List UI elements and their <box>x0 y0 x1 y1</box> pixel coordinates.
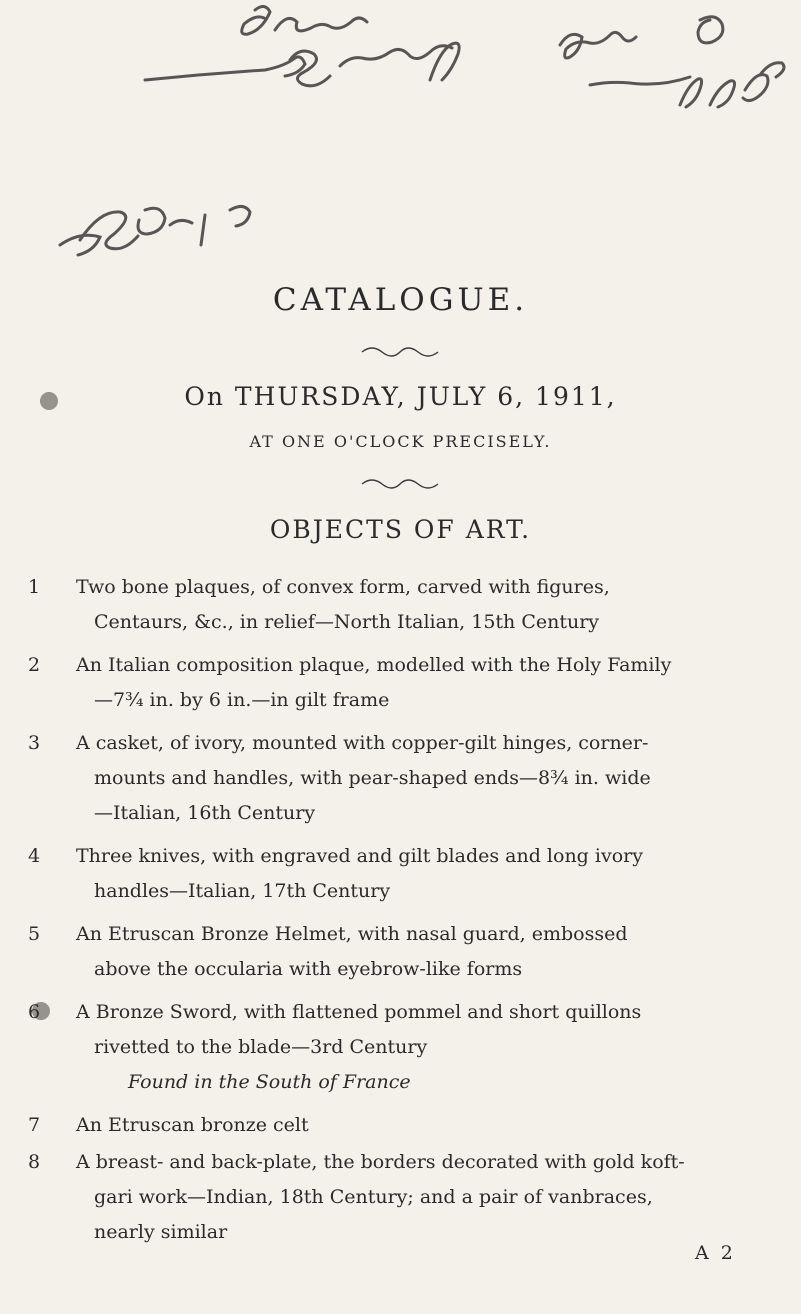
lot-number: 4 <box>28 845 41 867</box>
lot-item <box>0 726 801 831</box>
catalogue-heading: CATALOGUE. <box>272 282 529 318</box>
lot-description: A casket, of ivory, mounted with copper-gilt hinges, corner- mounts and handles, with pear-shaped ends—8¾ in. wide —Italian, 16th Century <box>76 732 651 824</box>
lot-number: 2 <box>28 654 41 676</box>
lot-number: 1 <box>28 576 41 598</box>
lot-item <box>0 917 801 987</box>
lot-number: 8 <box>28 1151 41 1173</box>
lot-number: 7 <box>28 1114 41 1136</box>
sale-time: AT ONE O'CLOCK PRECISELY. <box>249 432 552 451</box>
lot-description: Three knives, with engraved and gilt blades and long ivory handles—Italian, 17th Century <box>76 845 643 902</box>
decorative-rule <box>360 344 440 358</box>
lot-description: An Etruscan bronze celt <box>76 1114 309 1136</box>
decorative-rule <box>360 476 440 490</box>
section-heading: OBJECTS OF ART. <box>269 515 532 544</box>
lot-number: 3 <box>28 732 41 754</box>
lot-list <box>0 570 801 1250</box>
handwritten-annotations <box>0 0 801 380</box>
lot-description: A breast- and back-plate, the borders decorated with gold koft- gari work—Indian, 18th Century; and a pair of vanbraces, nearly similar <box>76 1151 685 1243</box>
sale-date: On THURSDAY, JULY 6, 1911, <box>184 382 617 411</box>
lot-description: A Bronze Sword, with flattened pommel and short quillons rivetted to the blade—3rd Century Found in the South of France <box>76 1001 642 1093</box>
lot-number: 6 <box>28 1001 41 1023</box>
signature-mark: A 2 <box>695 1242 736 1264</box>
lot-item <box>0 570 801 640</box>
lot-description: An Etruscan Bronze Helmet, with nasal guard, embossed above the occularia with eyebrow-like forms <box>76 923 628 980</box>
lot-item <box>0 995 801 1100</box>
lot-item <box>0 1145 801 1250</box>
lot-item <box>0 648 801 718</box>
lot-item <box>0 839 801 909</box>
lot-description: Two bone plaques, of convex form, carved with figures, Centaurs, &c., in relief—North Italian, 15th Century <box>76 576 610 633</box>
lot-description: An Italian composition plaque, modelled with the Holy Family —7¾ in. by 6 in.—in gilt frame <box>76 654 672 711</box>
lot-item <box>0 1108 801 1143</box>
lot-number: 5 <box>28 923 41 945</box>
